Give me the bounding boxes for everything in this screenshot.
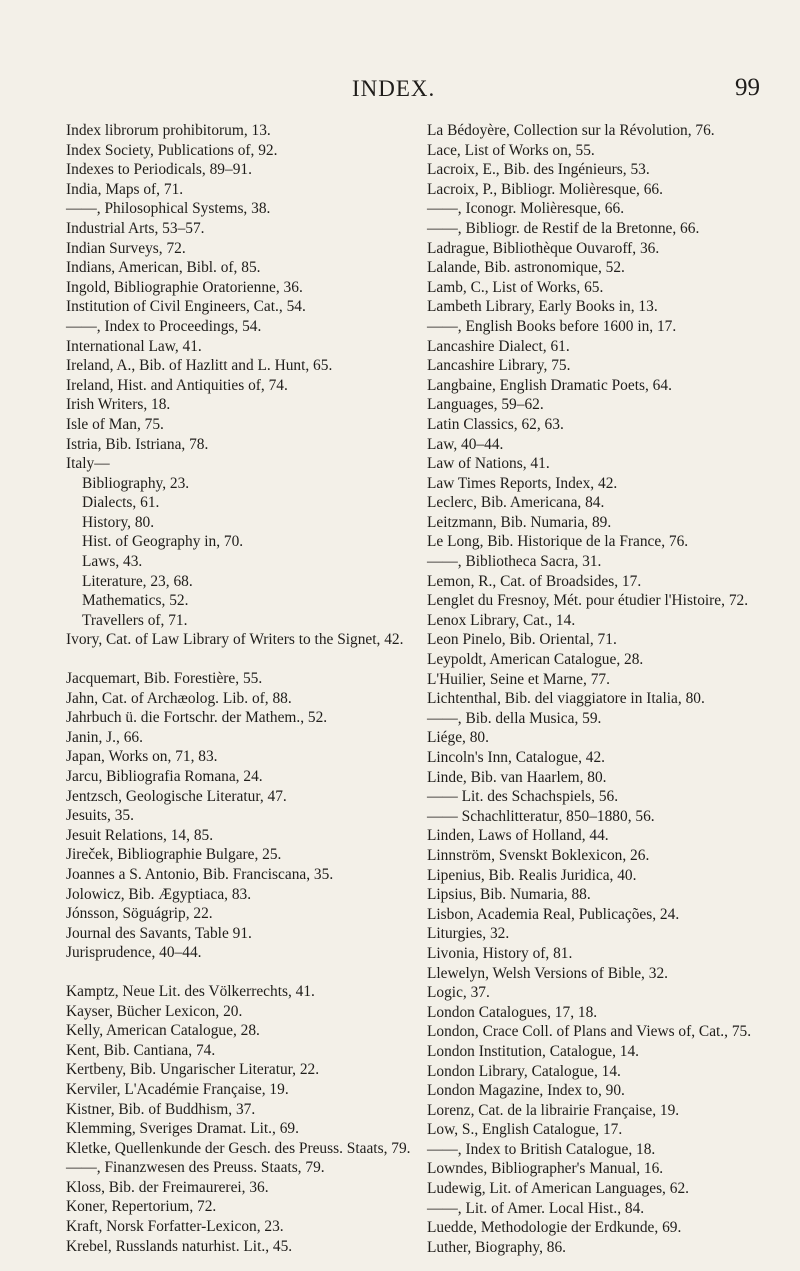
index-entry: ——, Finanzwesen des Preuss. Staats, 79. bbox=[66, 1159, 325, 1177]
index-entry: L'Huilier, Seine et Marne, 77. bbox=[427, 670, 610, 688]
index-entry: Istria, Bib. Istriana, 78. bbox=[66, 435, 209, 453]
index-entry: Jurisprudence, 40–44. bbox=[66, 944, 202, 962]
index-entry: Lipsius, Bib. Numaria, 88. bbox=[427, 886, 591, 904]
index-entry: Kamptz, Neue Lit. des Völkerrechts, 41. bbox=[66, 982, 315, 1000]
index-entry: Kraft, Norsk Forfatter-Lexicon, 23. bbox=[66, 1218, 284, 1236]
section-gap bbox=[66, 963, 414, 982]
index-entry: Indexes to Periodicals, 89–91. bbox=[66, 161, 252, 179]
index-entry: —— Schachlitteratur, 850–1880, 56. bbox=[427, 807, 655, 825]
index-entry: India, Maps of, 71. bbox=[66, 180, 184, 198]
index-entry: Lamb, C., List of Works, 65. bbox=[427, 278, 604, 296]
index-entry: Industrial Arts, 53–57. bbox=[66, 219, 205, 237]
index-entry: Lisbon, Academia Real, Publicações, 24. bbox=[427, 905, 680, 923]
index-entry: Jónsson, Söguágrip, 22. bbox=[66, 905, 213, 923]
index-entry: Isle of Man, 75. bbox=[66, 415, 164, 433]
index-entry: Mathematics, 52. bbox=[82, 592, 189, 610]
index-entry: Italy— bbox=[66, 455, 110, 473]
index-entry: —— Lit. des Schachspiels, 56. bbox=[427, 788, 619, 806]
index-entry: Jahrbuch ü. die Fortschr. der Mathem., 52. bbox=[66, 709, 328, 727]
index-entry: Jireček, Bibliographie Bulgare, 25. bbox=[66, 846, 282, 864]
index-entry: ——, Bibliogr. de Restif de la Bretonne, 66. bbox=[427, 219, 700, 237]
index-entry: London Catalogues, 17, 18. bbox=[427, 1003, 598, 1021]
index-entry: Krebel, Russlands naturhist. Lit., 45. bbox=[66, 1237, 293, 1255]
index-entry: Institution of Civil Engineers, Cat., 54. bbox=[66, 298, 306, 316]
index-entry: Lancashire Library, 75. bbox=[427, 357, 571, 375]
index-entry: Ludewig, Lit. of American Languages, 62. bbox=[427, 1180, 689, 1198]
section-gap bbox=[66, 650, 414, 669]
index-entry: Law Times Reports, Index, 42. bbox=[427, 474, 618, 492]
index-entry: ——, Index to Proceedings, 54. bbox=[66, 317, 262, 335]
index-entry: Bibliography, 23. bbox=[82, 474, 190, 492]
index-entry: Index Society, Publications of, 92. bbox=[66, 141, 278, 159]
index-entry: Indian Surveys, 72. bbox=[66, 239, 186, 257]
index-entry: Klemming, Sveriges Dramat. Lit., 69. bbox=[66, 1120, 299, 1138]
index-entry: Literature, 23, 68. bbox=[82, 572, 193, 590]
index-entry: Kloss, Bib. der Freimaurerei, 36. bbox=[66, 1178, 269, 1196]
index-entry: Leypoldt, American Catalogue, 28. bbox=[427, 651, 644, 669]
index-entry: Lambeth Library, Early Books in, 13. bbox=[427, 298, 658, 316]
index-entry: Lorenz, Cat. de la librairie Française, 19. bbox=[427, 1101, 680, 1119]
index-entry: Langbaine, English Dramatic Poets, 64. bbox=[427, 376, 672, 394]
index-entry: Travellers of, 71. bbox=[82, 611, 188, 629]
index-entry: Livonia, History of, 81. bbox=[427, 944, 573, 962]
index-entry: Luther, Biography, 86. bbox=[427, 1238, 567, 1256]
index-entry: Llewelyn, Welsh Versions of Bible, 32. bbox=[427, 964, 668, 982]
index-entry: Kent, Bib. Cantiana, 74. bbox=[66, 1041, 216, 1059]
index-entry: ——, Bibliotheca Sacra, 31. bbox=[427, 553, 602, 571]
index-entry: Lowndes, Bibliographer's Manual, 16. bbox=[427, 1160, 664, 1178]
index-entry: Ireland, Hist. and Antiquities of, 74. bbox=[66, 376, 288, 394]
index-entry: Ladrague, Bibliothèque Ouvaroff, 36. bbox=[427, 239, 660, 257]
index-entry: Jacquemart, Bib. Forestière, 55. bbox=[66, 670, 263, 688]
index-entry: Jentzsch, Geologische Literatur, 47. bbox=[66, 787, 287, 805]
index-entry: Kletke, Quellenkunde der Gesch. des Preuss. Staats, 79. bbox=[66, 1139, 411, 1157]
index-entry: Lichtenthal, Bib. del viaggiatore in Italia, 80. bbox=[427, 690, 705, 708]
index-entry: Liége, 80. bbox=[427, 729, 489, 747]
index-entry: London, Crace Coll. of Plans and Views of, Cat., 75. bbox=[427, 1023, 752, 1041]
page-header bbox=[60, 74, 760, 114]
index-entry: Leon Pinelo, Bib. Oriental, 71. bbox=[427, 631, 617, 649]
index-entry: Index librorum prohibitorum, 13. bbox=[66, 122, 271, 139]
index-entry: Ivory, Cat. of Law Library of Writers to the Signet, 42. bbox=[66, 631, 404, 649]
index-entry: Law, 40–44. bbox=[427, 435, 504, 453]
running-head: INDEX. bbox=[352, 76, 436, 101]
index-entry: Law of Nations, 41. bbox=[427, 455, 550, 473]
index-entry: Logic, 37. bbox=[427, 984, 490, 1002]
index-entry: London Institution, Catalogue, 14. bbox=[427, 1042, 640, 1060]
page-number: 99 bbox=[735, 74, 760, 101]
index-entry: Journal des Savants, Table 91. bbox=[66, 924, 252, 942]
index-entry: Lemon, R., Cat. of Broadsides, 17. bbox=[427, 572, 642, 590]
index-entry: ——, Index to British Catalogue, 18. bbox=[427, 1140, 656, 1158]
index-entry: Hist. of Geography in, 70. bbox=[82, 533, 244, 551]
index-entry: Lacroix, E., Bib. des Ingénieurs, 53. bbox=[427, 161, 650, 179]
index-entry: Jolowicz, Bib. Ægyptiaca, 83. bbox=[66, 885, 252, 903]
index-entry: Jesuit Relations, 14, 85. bbox=[66, 826, 214, 844]
index-entry: Low, S., English Catalogue, 17. bbox=[427, 1121, 623, 1139]
index-entry: Lace, List of Works on, 55. bbox=[427, 141, 595, 159]
index-entry: Kerviler, L'Académie Française, 19. bbox=[66, 1080, 289, 1098]
index-entry: History, 80. bbox=[82, 513, 155, 531]
index-entry: Kertbeny, Bib. Ungarischer Literatur, 22. bbox=[66, 1061, 320, 1079]
index-entry: Lancashire Dialect, 61. bbox=[427, 337, 570, 355]
index-entry: ——, Iconogr. Molièresque, 66. bbox=[427, 200, 625, 218]
index-entry: London Magazine, Index to, 90. bbox=[427, 1082, 625, 1100]
index-entry: Jesuits, 35. bbox=[66, 807, 134, 825]
index-entry: Lincoln's Inn, Catalogue, 42. bbox=[427, 749, 606, 766]
index-entry: ——, Lit. of Amer. Local Hist., 84. bbox=[427, 1199, 645, 1217]
index-entry: Luedde, Methodologie der Erdkunde, 69. bbox=[427, 1219, 682, 1237]
index-entry: Latin Classics, 62, 63. bbox=[427, 415, 564, 433]
index-entry: ——, English Books before 1600 in, 17. bbox=[427, 317, 677, 335]
index-entry: Le Long, Bib. Historique de la France, 76. bbox=[427, 533, 689, 551]
index-entry: Lacroix, P., Bibliogr. Molièresque, 66. bbox=[427, 180, 663, 198]
index-entry: Indians, American, Bibl. of, 85. bbox=[66, 259, 261, 277]
index-entry: London Library, Catalogue, 14. bbox=[427, 1062, 621, 1080]
index-entry: Lenglet du Fresnoy, Mét. pour étudier l'Histoire, 72. bbox=[427, 592, 749, 610]
index-entry: Dialects, 61. bbox=[82, 494, 160, 512]
index-entry: Jahn, Cat. of Archæolog. Lib. of, 88. bbox=[66, 689, 292, 707]
index-column-left bbox=[66, 121, 414, 1256]
index-entry: Koner, Repertorium, 72. bbox=[66, 1198, 217, 1216]
index-entry: Kayser, Bücher Lexicon, 20. bbox=[66, 1002, 243, 1020]
index-entry: Linnström, Svenskt Boklexicon, 26. bbox=[427, 846, 650, 864]
index-entry: Janin, J., 66. bbox=[66, 728, 143, 746]
index-entry: Lalande, Bib. astronomique, 52. bbox=[427, 259, 625, 277]
index-entry: La Bédoyère, Collection sur la Révolution, 76. bbox=[427, 122, 715, 139]
index-entry: Ingold, Bibliographie Oratorienne, 36. bbox=[66, 278, 303, 296]
index-entry: Ireland, A., Bib. of Hazlitt and L. Hunt, 65. bbox=[66, 357, 333, 375]
index-entry: Jarcu, Bibliografia Romana, 24. bbox=[66, 768, 263, 785]
index-entry: Joannes a S. Antonio, Bib. Franciscana, 35. bbox=[66, 865, 334, 883]
index-entry: Kelly, American Catalogue, 28. bbox=[66, 1022, 260, 1040]
index-entry: Laws, 43. bbox=[82, 553, 143, 571]
index-entry: Lipenius, Bib. Realis Juridica, 40. bbox=[427, 866, 637, 884]
index-entry: Japan, Works on, 71, 83. bbox=[66, 748, 218, 766]
index-entry: International Law, 41. bbox=[66, 337, 202, 355]
index-entry: Languages, 59–62. bbox=[427, 396, 544, 414]
index-entry: Linde, Bib. van Haarlem, 80. bbox=[427, 768, 607, 786]
index-entry: Lenox Library, Cat., 14. bbox=[427, 611, 576, 629]
index-entry: ——, Bib. della Musica, 59. bbox=[427, 709, 602, 727]
index-column-right bbox=[427, 121, 775, 1257]
index-entry: Liturgies, 32. bbox=[427, 925, 510, 943]
index-entry: ——, Philosophical Systems, 38. bbox=[66, 200, 271, 218]
index-entry: Kistner, Bib. of Buddhism, 37. bbox=[66, 1100, 256, 1118]
index-entry: Leclerc, Bib. Americana, 84. bbox=[427, 494, 605, 512]
index-entry: Leitzmann, Bib. Numaria, 89. bbox=[427, 513, 612, 531]
index-entry: Linden, Laws of Holland, 44. bbox=[427, 827, 609, 845]
index-entry: Irish Writers, 18. bbox=[66, 396, 171, 414]
